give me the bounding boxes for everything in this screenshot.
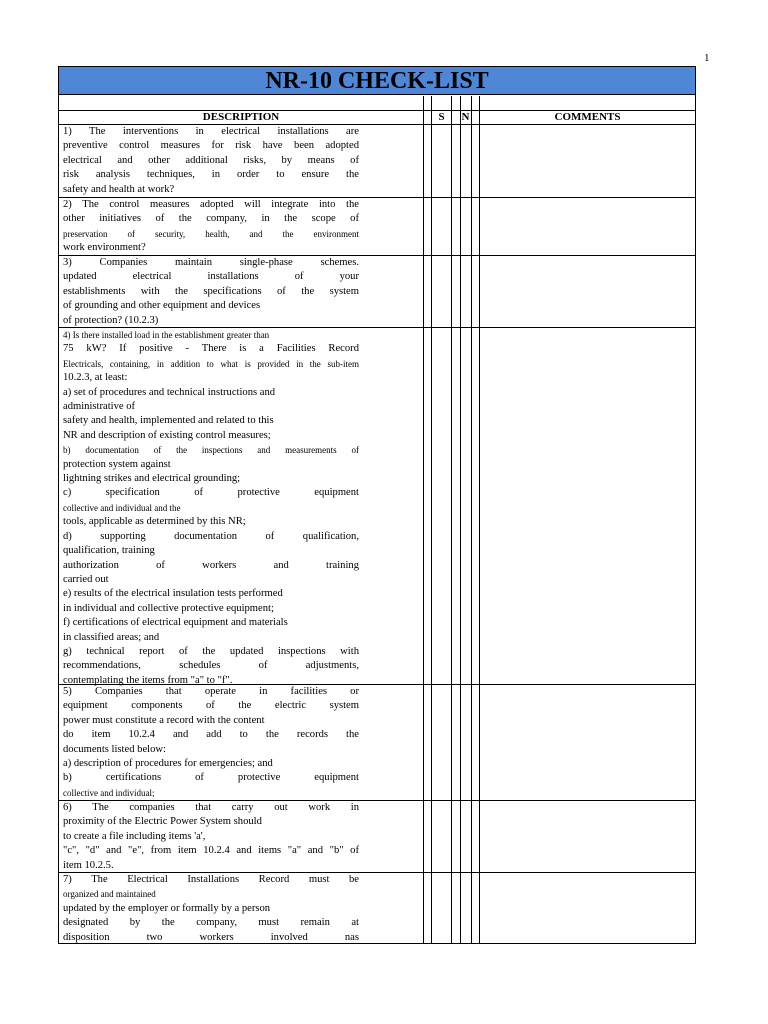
item-line: safety and health at work? — [63, 183, 175, 195]
checklist-table — [58, 66, 696, 944]
item-line: equipment components of the electric system — [63, 700, 359, 712]
item-line: in individual and collective protective equipment; — [63, 602, 274, 614]
item-line: 10.2.3, at least: — [63, 372, 128, 384]
item-line: designated by the company, must remain at — [63, 917, 359, 929]
page-title: NR-10 CHECK-LIST — [59, 67, 695, 95]
item-line: 4) Is there installed load in the establishment greater than — [63, 330, 270, 340]
item-line: Electricals, containing, in addition to what is provided in the sub-item — [63, 358, 359, 369]
item-line: tools, applicable as determined by this NR; — [63, 516, 246, 528]
item-line: updated by the employer or formally by a person — [63, 902, 271, 914]
item-line: 75 kW? If positive - There is a Facilities Record — [63, 343, 359, 355]
item-line: 6) The companies that carry out work in — [63, 802, 359, 813]
item-line: NR and description of existing control measures; — [63, 429, 271, 441]
column-divider — [451, 96, 452, 943]
item-line: "c", "d" and "e", from item 10.2.4 and items "a" and "b" of — [63, 845, 359, 857]
item-line: documents listed below: — [63, 743, 166, 755]
item-line: of protection? (10.2.3) — [63, 314, 159, 326]
checklist-item-6 — [63, 801, 359, 873]
description-header: DESCRIPTION — [202, 111, 280, 123]
item-line: other initiatives of the company, in the scope of — [63, 213, 359, 225]
item-line: e) results of the electrical insulation tests performed — [63, 588, 283, 600]
item-line: carried out — [63, 573, 109, 585]
item-line: recommendations, schedules of adjustments, — [63, 660, 359, 672]
item-line: electrical and other additional risks, by means of — [63, 154, 359, 166]
item-line: d) supporting documentation of qualification, — [63, 530, 359, 542]
item-line: a) description of procedures for emergencies; and — [63, 758, 273, 770]
item-line: organized and maintained — [63, 889, 156, 900]
item-line: do item 10.2.4 and add to the records the — [63, 729, 359, 741]
item-line: b) documentation of the inspections and measurements of — [63, 445, 359, 456]
item-line: updated electrical installations of your — [63, 271, 359, 283]
column-divider — [460, 96, 461, 943]
item-line: qualification, training — [63, 545, 155, 557]
column-divider — [431, 96, 432, 943]
n-column-header: N — [461, 111, 470, 123]
item-line: contemplating the items from "a" to "f". — [63, 674, 233, 686]
column-divider — [479, 96, 480, 943]
item-line: administrative of — [63, 401, 136, 413]
item-line: collective and individual and the — [63, 502, 181, 513]
item-line: establishments with the specifications of the system — [63, 285, 359, 297]
item-line: b) certifications of protective equipment — [63, 772, 359, 784]
item-line: c) specification of protective equipment — [63, 487, 359, 499]
item-line: 5) Companies that operate in facilities or — [63, 686, 359, 697]
checklist-item-7 — [63, 873, 359, 945]
item-line: to create a file including items 'a', — [63, 830, 206, 842]
item-line: 2) The control measures adopted will integrate into the — [63, 199, 359, 210]
checklist-item-3 — [63, 256, 359, 328]
item-line: in classified areas; and — [63, 631, 160, 643]
item-line: item 10.2.5. — [63, 859, 114, 871]
item-line: f) certifications of electrical equipment and materials — [63, 617, 288, 629]
item-line: 3) Companies maintain single-phase schemes. — [63, 257, 359, 268]
column-divider — [471, 96, 472, 943]
item-line: preservation of security, health, and the environment — [63, 228, 359, 239]
item-line: authorization of workers and training — [63, 559, 359, 571]
item-line: risk analysis techniques, in order to ensure the — [63, 169, 359, 181]
item-line: disposition two workers involved nas — [63, 931, 359, 943]
item-line: protection system against — [63, 458, 171, 470]
item-line: preventive control measures for risk have been adopted — [63, 140, 359, 152]
column-divider — [423, 96, 424, 943]
page-number: 1 — [704, 52, 710, 64]
item-line: collective and individual; — [63, 787, 155, 798]
item-line: lightning strikes and electrical grounding; — [63, 473, 241, 485]
checklist-item-1 — [63, 125, 359, 197]
item-line: proximity of the Electric Power System should — [63, 816, 262, 828]
item-line: power must constitute a record with the content — [63, 714, 265, 726]
checklist-item-4 — [63, 328, 359, 688]
checklist-item-5 — [63, 685, 359, 800]
item-line: 1) The interventions in electrical installations are — [63, 126, 359, 137]
item-line: a) set of procedures and technical instructions and — [63, 386, 276, 398]
item-line: g) technical report of the updated inspections with — [63, 645, 359, 657]
item-line: work environment? — [63, 242, 146, 254]
item-line: safety and health, implemented and related to this — [63, 415, 274, 427]
item-line: of grounding and other equipment and devices — [63, 300, 261, 312]
checklist-item-2 — [63, 198, 359, 256]
item-line: 7) The Electrical Installations Record must be — [63, 874, 359, 885]
s-column-header: S — [438, 111, 445, 123]
comments-header: COMMENTS — [554, 111, 621, 123]
